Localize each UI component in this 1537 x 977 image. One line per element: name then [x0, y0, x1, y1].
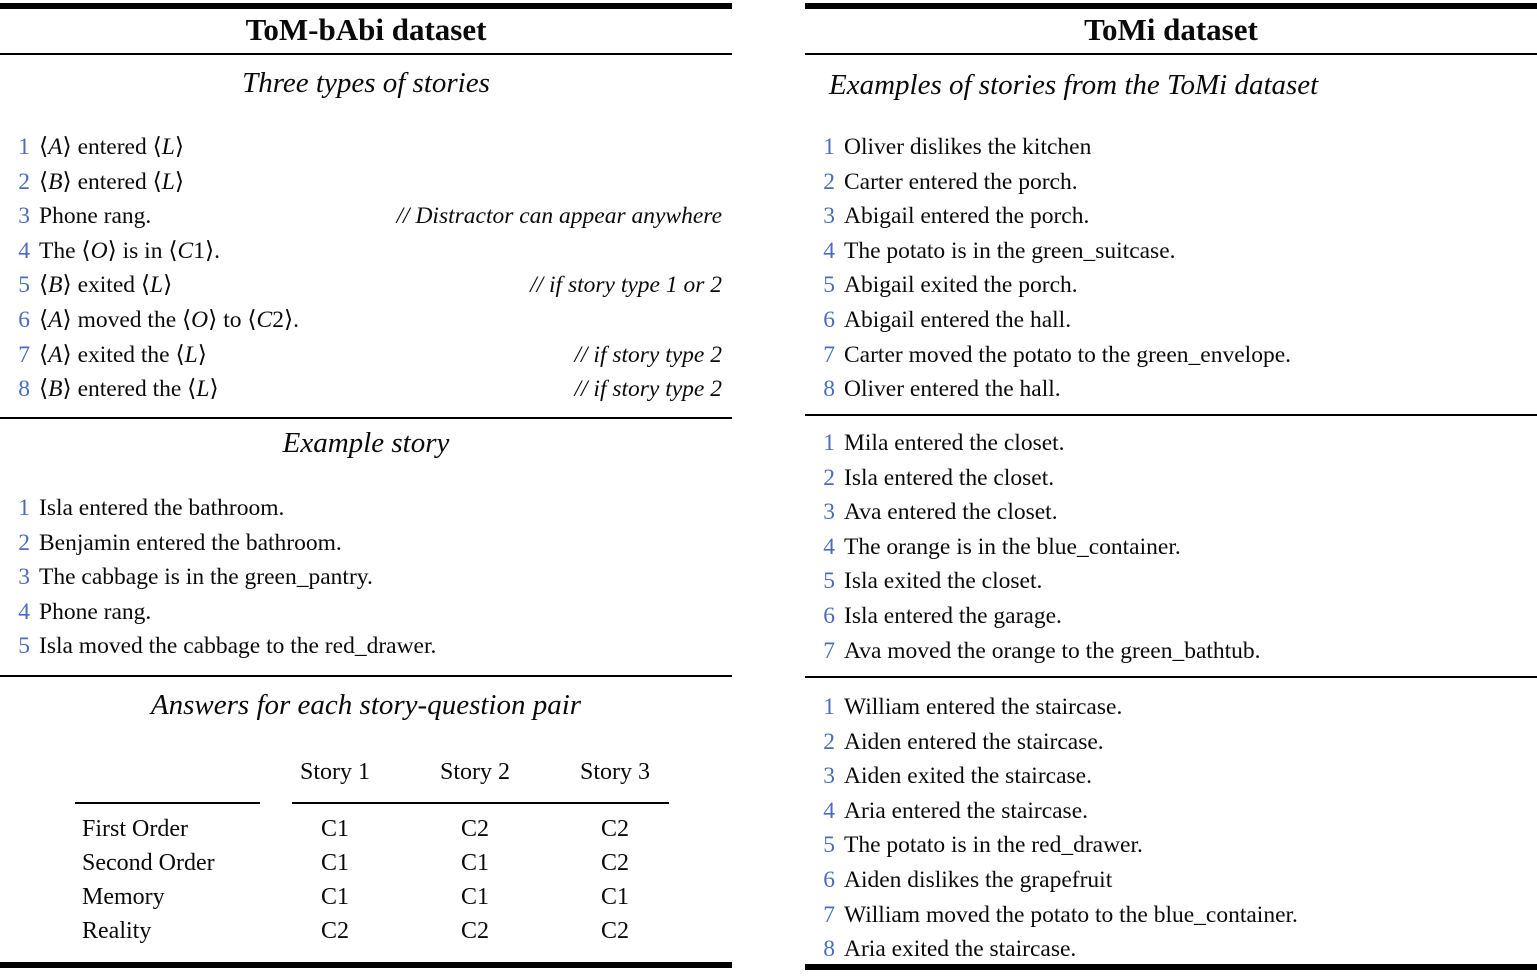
line-number: 4: [823, 797, 835, 824]
top-rule: [0, 3, 732, 9]
line-number: 4: [18, 598, 30, 625]
line-number: 5: [823, 568, 835, 595]
tomi-story-3-lines: [805, 690, 1537, 967]
answers-row: [75, 880, 685, 914]
line-number: 3: [18, 203, 30, 230]
line-number: 2: [823, 464, 835, 491]
story-line: [805, 690, 1537, 725]
line-text: William entered the staircase.: [844, 694, 1123, 720]
story-line: [805, 372, 1537, 407]
story-line: [0, 491, 732, 526]
line-text: Abigail exited the porch.: [844, 272, 1078, 299]
tomi-table: [805, 0, 1537, 977]
line-text: ⟨B⟩ entered the ⟨L⟩: [39, 376, 219, 403]
line-number: 1: [18, 134, 30, 160]
answers-cell: C2: [600, 918, 629, 944]
line-number: 3: [823, 203, 835, 230]
story-line: [805, 599, 1537, 634]
story-line: [805, 564, 1537, 599]
answers-cell: C2: [460, 816, 489, 842]
story-line: [805, 426, 1537, 461]
line-number: 8: [823, 936, 835, 963]
story-line: [805, 495, 1537, 530]
answers-cell: C1: [320, 884, 349, 910]
answers-cell: C1: [460, 850, 489, 876]
answers-cell: C2: [460, 918, 489, 944]
story-line: [805, 634, 1537, 669]
story-line: [0, 165, 732, 200]
line-text: Ava entered the closet.: [844, 499, 1058, 526]
line-text: Aiden exited the staircase.: [844, 763, 1092, 790]
line-text: Aiden dislikes the grapefruit: [844, 866, 1113, 893]
line-text: ⟨A⟩ entered ⟨L⟩: [39, 134, 185, 160]
answers-header-spacer: [75, 755, 265, 789]
line-number: 7: [823, 341, 835, 368]
line-text: ⟨A⟩ moved the ⟨O⟩ to ⟨C2⟩.: [39, 306, 300, 333]
story-line: [805, 165, 1537, 200]
line-text: Abigail entered the hall.: [844, 306, 1072, 333]
story-line: [0, 130, 732, 165]
story-line: [0, 372, 732, 407]
story-line: [0, 629, 732, 664]
answers-cell: C1: [600, 884, 629, 910]
answers-col-header: Story 3: [579, 759, 650, 785]
line-number: 3: [823, 763, 835, 790]
answers-col-header: Story 2: [439, 759, 510, 785]
story-line: [0, 234, 732, 269]
line-number: 8: [18, 376, 30, 403]
section-heading-story-types: Three types of stories: [242, 67, 490, 99]
line-number: 8: [823, 376, 835, 403]
table-title: ToMi dataset: [1084, 12, 1258, 47]
answers-col-header: Story 1: [299, 759, 370, 785]
story-line: [805, 828, 1537, 863]
story-rule: [805, 676, 1537, 678]
answers-cell: C1: [460, 884, 489, 910]
line-text: Aria entered the staircase.: [844, 797, 1089, 824]
line-text: Aiden entered the staircase.: [844, 728, 1104, 755]
tom-babi-table: [0, 0, 732, 977]
line-text: ⟨B⟩ exited ⟨L⟩: [39, 272, 173, 299]
line-text: The orange is in the blue_container.: [844, 533, 1181, 560]
line-text: Oliver entered the hall.: [844, 376, 1061, 403]
story-types-lines: [0, 130, 732, 407]
story-line: [0, 303, 732, 338]
story-line: [805, 725, 1537, 760]
top-rule: [805, 3, 1537, 9]
line-comment: // if story type 2: [574, 376, 722, 403]
story-line: [805, 932, 1537, 967]
line-number: 3: [823, 499, 835, 526]
line-comment: // if story type 1 or 2: [530, 272, 722, 299]
section-heading-example-story: Example story: [282, 427, 450, 459]
answers-row-label: Reality: [82, 918, 152, 944]
answers-body: [75, 812, 685, 948]
line-text: Benjamin entered the bathroom.: [39, 529, 342, 556]
story-line: [805, 268, 1537, 303]
story-line: [805, 863, 1537, 898]
story-line: [805, 130, 1537, 165]
line-number: 2: [18, 168, 30, 195]
story-line: [0, 595, 732, 630]
line-text: Aria exited the staircase.: [844, 936, 1077, 963]
line-number: 6: [823, 306, 835, 333]
line-number: 6: [18, 306, 30, 333]
answers-row: [75, 914, 685, 948]
line-text: Carter moved the potato to the green_envelope.: [844, 341, 1291, 368]
line-text: Isla entered the garage.: [844, 602, 1062, 629]
bottom-rule: [805, 964, 1537, 970]
line-number: 6: [823, 602, 835, 629]
line-number: 7: [823, 637, 835, 664]
line-number: 5: [823, 272, 835, 299]
line-text: Abigail entered the porch.: [844, 203, 1090, 230]
line-number: 4: [823, 533, 835, 560]
answers-cell: C2: [600, 850, 629, 876]
answers-columns-rule: [292, 802, 669, 804]
story-line: [805, 461, 1537, 496]
line-number: 2: [18, 529, 30, 556]
answers-row-label: Second Order: [82, 850, 215, 876]
line-text: Ava moved the orange to the green_bathtub.: [844, 637, 1261, 664]
story-line: [805, 338, 1537, 373]
line-text: William moved the potato to the blue_container.: [844, 901, 1298, 928]
line-text: Isla exited the closet.: [844, 568, 1043, 595]
line-text: The cabbage is in the green_pantry.: [39, 564, 373, 591]
story-line: [0, 526, 732, 561]
answers-label-rule: [75, 802, 260, 804]
line-text: The potato is in the red_drawer.: [844, 832, 1143, 859]
line-number: 2: [823, 728, 835, 755]
line-text: ⟨A⟩ exited the ⟨L⟩: [39, 341, 207, 368]
title-rule: [805, 53, 1537, 55]
line-number: 5: [18, 633, 30, 660]
story-rule: [805, 414, 1537, 416]
line-number: 1: [823, 134, 835, 160]
line-text: Isla moved the cabbage to the red_drawer.: [39, 633, 437, 660]
line-text: Phone rang.: [39, 203, 152, 230]
story-line: [805, 303, 1537, 338]
line-number: 7: [823, 901, 835, 928]
answers-cell: C2: [320, 918, 349, 944]
line-comment: // if story type 2: [574, 341, 722, 368]
story-line: [0, 199, 732, 234]
section-rule: [0, 675, 732, 677]
answers-cell: C1: [320, 850, 349, 876]
story-line: [805, 759, 1537, 794]
line-number: 3: [18, 564, 30, 591]
section-heading-tomi-examples: Examples of stories from the ToMi dataset: [829, 69, 1319, 101]
line-number: 1: [18, 495, 30, 521]
story-line: [805, 199, 1537, 234]
answers-header-row: [75, 755, 685, 789]
line-text: Carter entered the porch.: [844, 168, 1078, 195]
answers-row: [75, 812, 685, 846]
story-line: [805, 530, 1537, 565]
line-number: 6: [823, 866, 835, 893]
title-rule: [0, 53, 732, 55]
story-line: [805, 794, 1537, 829]
line-text: The ⟨O⟩ is in ⟨C1⟩.: [39, 237, 220, 264]
story-line: [0, 338, 732, 373]
answers-row-label: First Order: [82, 816, 188, 842]
answers-cell: C2: [600, 816, 629, 842]
section-heading-answers: Answers for each story-question pair: [150, 689, 582, 721]
line-text: Oliver dislikes the kitchen: [844, 134, 1092, 160]
line-text: Phone rang.: [39, 598, 152, 625]
answers-cell: C1: [320, 816, 349, 842]
tomi-story-1-lines: [805, 130, 1537, 407]
story-line: [805, 234, 1537, 269]
story-line: [0, 268, 732, 303]
line-number: 1: [823, 694, 835, 720]
line-number: 5: [18, 272, 30, 299]
line-number: 4: [823, 237, 835, 264]
tomi-story-2-lines: [805, 426, 1537, 668]
story-line: [0, 560, 732, 595]
line-number: 7: [18, 341, 30, 368]
example-story-lines: [0, 491, 732, 664]
line-number: 4: [18, 237, 30, 264]
line-text: Mila entered the closet.: [844, 430, 1065, 456]
line-comment: // Distractor can appear anywhere: [396, 203, 722, 230]
table-title: ToM-bAbi dataset: [245, 12, 487, 47]
answers-row-label: Memory: [82, 884, 165, 910]
line-number: 5: [823, 832, 835, 859]
line-text: The potato is in the green_suitcase.: [844, 237, 1176, 264]
line-text: Isla entered the bathroom.: [39, 495, 285, 521]
line-text: ⟨B⟩ entered ⟨L⟩: [39, 168, 185, 195]
bottom-rule: [0, 962, 732, 968]
line-text: Isla entered the closet.: [844, 464, 1055, 491]
story-line: [805, 898, 1537, 933]
answers-table: [75, 755, 685, 965]
answers-row: [75, 846, 685, 880]
section-rule: [0, 417, 732, 419]
line-number: 2: [823, 168, 835, 195]
line-number: 1: [823, 430, 835, 456]
